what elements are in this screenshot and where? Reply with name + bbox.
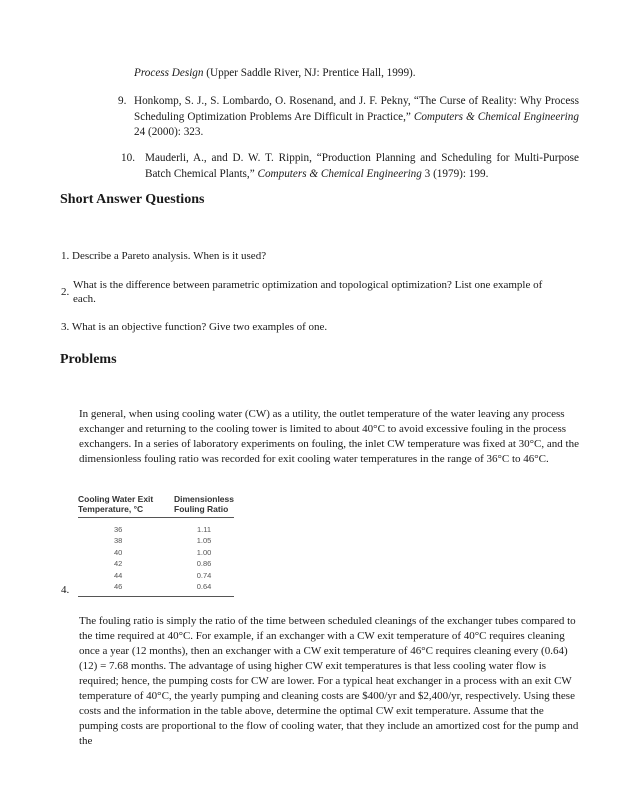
question-3: [61, 320, 327, 334]
reference-number: 9.: [118, 95, 127, 107]
reference-9: [118, 94, 579, 141]
question-2-number: 2.: [61, 286, 70, 298]
question-2-text: What is the difference between parametric optimization and topological optimization? List one example of each.: [73, 279, 543, 305]
question-number: 3.: [61, 321, 70, 333]
reference-number: 10.: [121, 152, 135, 164]
problem-4-intro: In general, when using cooling water (CW) as a utility, the outlet temperature of the water leaving any process exchanger and returning to the cooling tower is limited to about 40°C to avoid excessive fouling in the process exchangers. In a series of laboratory experiments on fouling, the inlet CW temperature was fixed at 30°C, and the dimensionless fouling ratio was recorded for exit cooling water temperatures in the range of 36°C to 46°C.: [79, 408, 579, 465]
problem-4-number: 4.: [61, 584, 70, 596]
table-header-temperature: Cooling Water Exit Temperature, °C: [78, 494, 154, 514]
reference-journal: Computers & Chemical Engineering: [257, 167, 422, 180]
question-1: [61, 249, 266, 263]
section-heading-problems: Problems: [60, 352, 117, 367]
table-row: 44 0.74: [114, 570, 212, 580]
table-row: 40 1.00: [114, 547, 212, 557]
reference-continuation: [134, 66, 579, 82]
reference-journal: Computers & Chemical Engineering: [413, 110, 579, 123]
question-text: Describe a Pareto analysis. When is it used?: [72, 250, 267, 262]
reference-volume: 3 (1979): 199.: [421, 167, 489, 180]
reference-text: Honkomp, S. J., S. Lombardo, O. Rosenand, and J. F. Pekny, “The Curse of Reality: Why Process Scheduling Optimization Problems Are Difficult in Practice,”: [134, 95, 579, 123]
question-text: What is an objective function? Give two examples of one.: [71, 321, 328, 333]
table-row: 42 0.86: [114, 559, 212, 568]
problem-4-body: The fouling ratio is simply the ratio of the time between scheduled cleanings of the exchanger tubes compared to the time required at 40°C. For example, if an exchanger with a CW exit temperature of 40°C requires cleaning once a year (12 months), then an exchanger with a CW exit temperature of 46°C requires cleaning every (0.64)(12) = 7.68 months. The advantage of using higher CW exit temperatures is that less cooling water flow is required; hence, the pumping costs for CW are lower. For a typical heat exchanger in a process with an exit CW temperature of 40°C, the yearly pumping and cleaning costs are $400/yr and $2,400/yr, respectively. Using these costs and the information in the table above, determine the optimal CW exit temperature. Assume that the pumping costs are proportional to the flow of cooling water, that they include an amortized cost for the pump and the: [79, 615, 579, 747]
table-row: 38 1.05: [114, 536, 212, 545]
table-header-fouling-ratio: Dimensionless Fouling Ratio: [174, 494, 234, 514]
reference-10: [118, 151, 579, 182]
table-row: 46 0.64: [78, 581, 234, 596]
reference-book-title: Process Design: [134, 67, 204, 79]
reference-text: Mauderli, A., and D. W. T. Rippin, “Production Planning and Scheduling for Multi-Purpose Batch Chemical Plants,”: [145, 152, 579, 180]
reference-volume: 24 (2000): 323.: [134, 126, 204, 138]
question-number: 1.: [61, 250, 70, 262]
table-row: 36 1.11: [114, 524, 212, 534]
fouling-data-table: [78, 494, 234, 597]
reference-details: (Upper Saddle River, NJ: Prentice Hall, 1999).: [203, 67, 416, 79]
section-heading-short-answer: Short Answer Questions: [60, 192, 205, 207]
